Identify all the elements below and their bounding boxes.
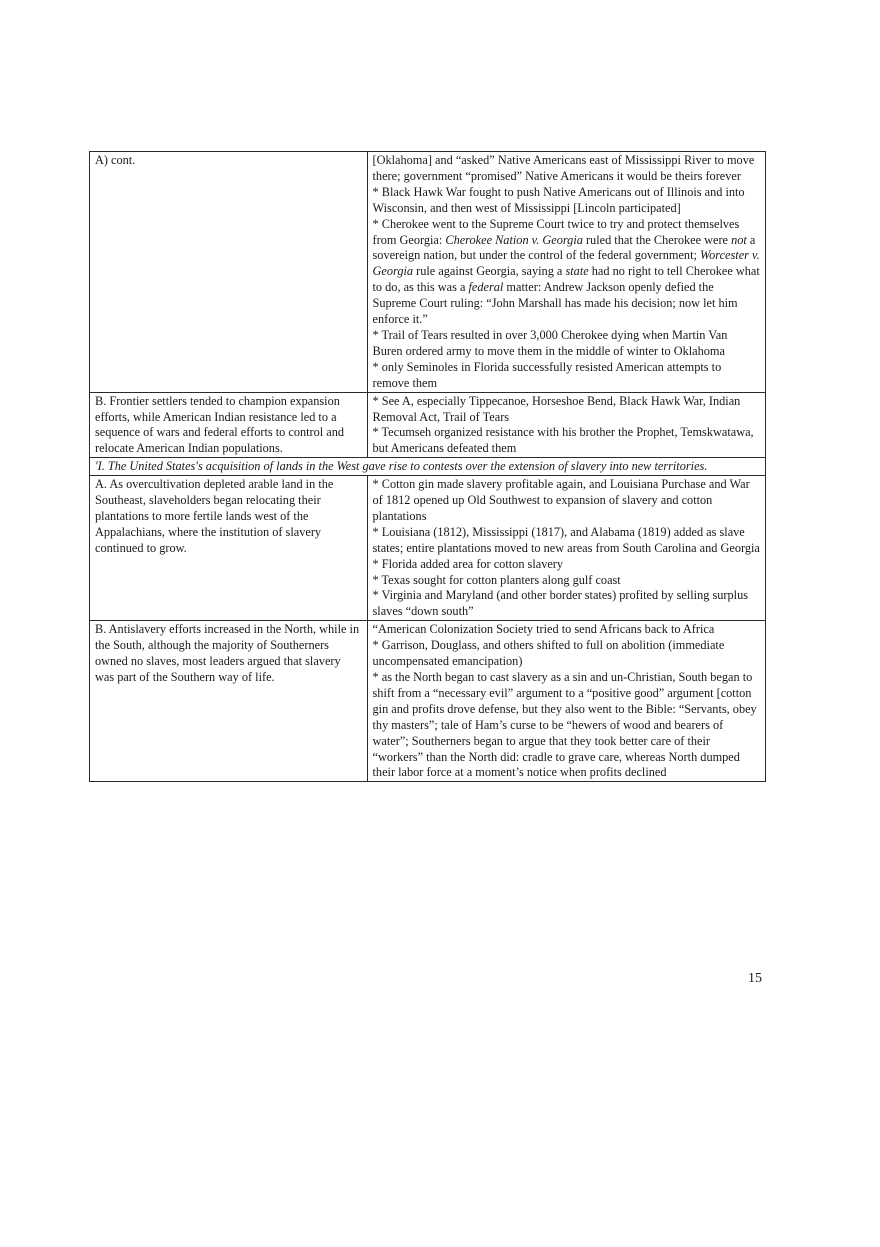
note-line: * as the North began to cast slavery as a sin and un-Christian, South began to shift from a “necessary evil” argument to a “positive good” argument [cotton gin and profits drove defense, but they also went to the Bible: “Servants, obey thy masters”; tale of Ham’s curse to be “hewers of wood and bearers of water”; Southerners began to argue that they took better care of their “workers” than the North did: cradle to grave care, whereas North dumped their labor force at a moment’s notice when profits declined [372,670,757,780]
right-cell [367,621,765,782]
right-cell [367,152,765,393]
cell-text: A) cont. [95,153,136,167]
note-line: * only Seminoles in Florida successfully resisted American attempts to remove them [372,359,722,390]
left-cell [90,621,368,782]
note-line: [Oklahoma] and “asked” Native Americans east of Mississippi River to move there; government “promised” Native Americans it would be theirs forever [372,153,755,183]
table-row [90,476,766,621]
table-row [90,152,766,393]
left-cell [90,152,368,393]
note-line: * Cherokee went to the Supreme Court twice to try and protect themselves from Georgia: Cherokee Nation v. Georgia ruled that the Cherokee were not a sovereign nation, but under the control of the federal government; Worcester v. Georgia rule against Georgia, saying a state had no right to tell Cherokee what to do, as this was a federal matter: Andrew Jackson openly defied the Supreme Court ruling: “John Marshall has made his decision; now let him enforce it.” [372,216,760,327]
right-cell [367,476,765,621]
table-row [90,621,766,782]
table-row [90,392,766,458]
note-line: * Virginia and Maryland (and other border states) profited by selling surplus slaves “down south” [372,588,749,619]
right-cell [367,392,765,458]
left-cell [90,392,368,458]
note-line: * Texas sought for cotton planters along gulf coast [372,572,621,587]
note-line: * See A, especially Tippecanoe, Horseshoe Bend, Black Hawk War, Indian Removal Act, Trail of Tears [372,393,741,424]
left-cell [90,476,368,621]
page-number: 15 [748,971,762,986]
note-line: “American Colonization Society tried to send Africans back to Africa [372,622,715,637]
outline-table [89,151,766,782]
note-line: * Garrison, Douglass, and others shifted to full on abolition (immediate uncompensated emancipation) [372,638,725,669]
note-line: * Tecumseh organized resistance with his brother the Prophet, Temskwatawa, but Americans defeated them [372,425,754,456]
note-line: * Florida added area for cotton slavery [372,556,564,571]
table-row [90,458,766,476]
note-line: * Trail of Tears resulted in over 3,000 Cherokee dying when Martin Van Buren ordered army to move them in the middle of winter to Oklahoma [372,327,728,358]
cell-text: A. As overcultivation depleted arable land in the Southeast, slaveholders began relocating their plantations to more fertile lands west of the Appalachians, where the institution of slavery continued to grow. [95,477,334,555]
note-line: * Black Hawk War fought to push Native Americans out of Illinois and into Wisconsin, and then west of Mississippi [Lincoln participated] [372,184,745,215]
note-line: * Cotton gin made slavery profitable again, and Louisiana Purchase and War of 1812 opened up Old Southwest to expansion of slavery and cotton plantations [372,477,750,523]
section-heading: 'I. The United States's acquisition of lands in the West gave rise to contests over the extension of slavery into new territories. [90,458,766,476]
note-line: * Louisiana (1812), Mississippi (1817), and Alabama (1819) added as slave states; entire plantations moved to new areas from South Carolina and Georgia [372,524,760,555]
cell-text: B. Frontier settlers tended to champion expansion efforts, while American Indian resistance led to a sequence of wars and federal efforts to control and relocate American Indian populations. [95,393,345,456]
cell-text: B. Antislavery efforts increased in the North, while in the South, although the majority of Southerners owned no slaves, most leaders argued that slavery was part of the Southern way of life. [95,622,360,684]
